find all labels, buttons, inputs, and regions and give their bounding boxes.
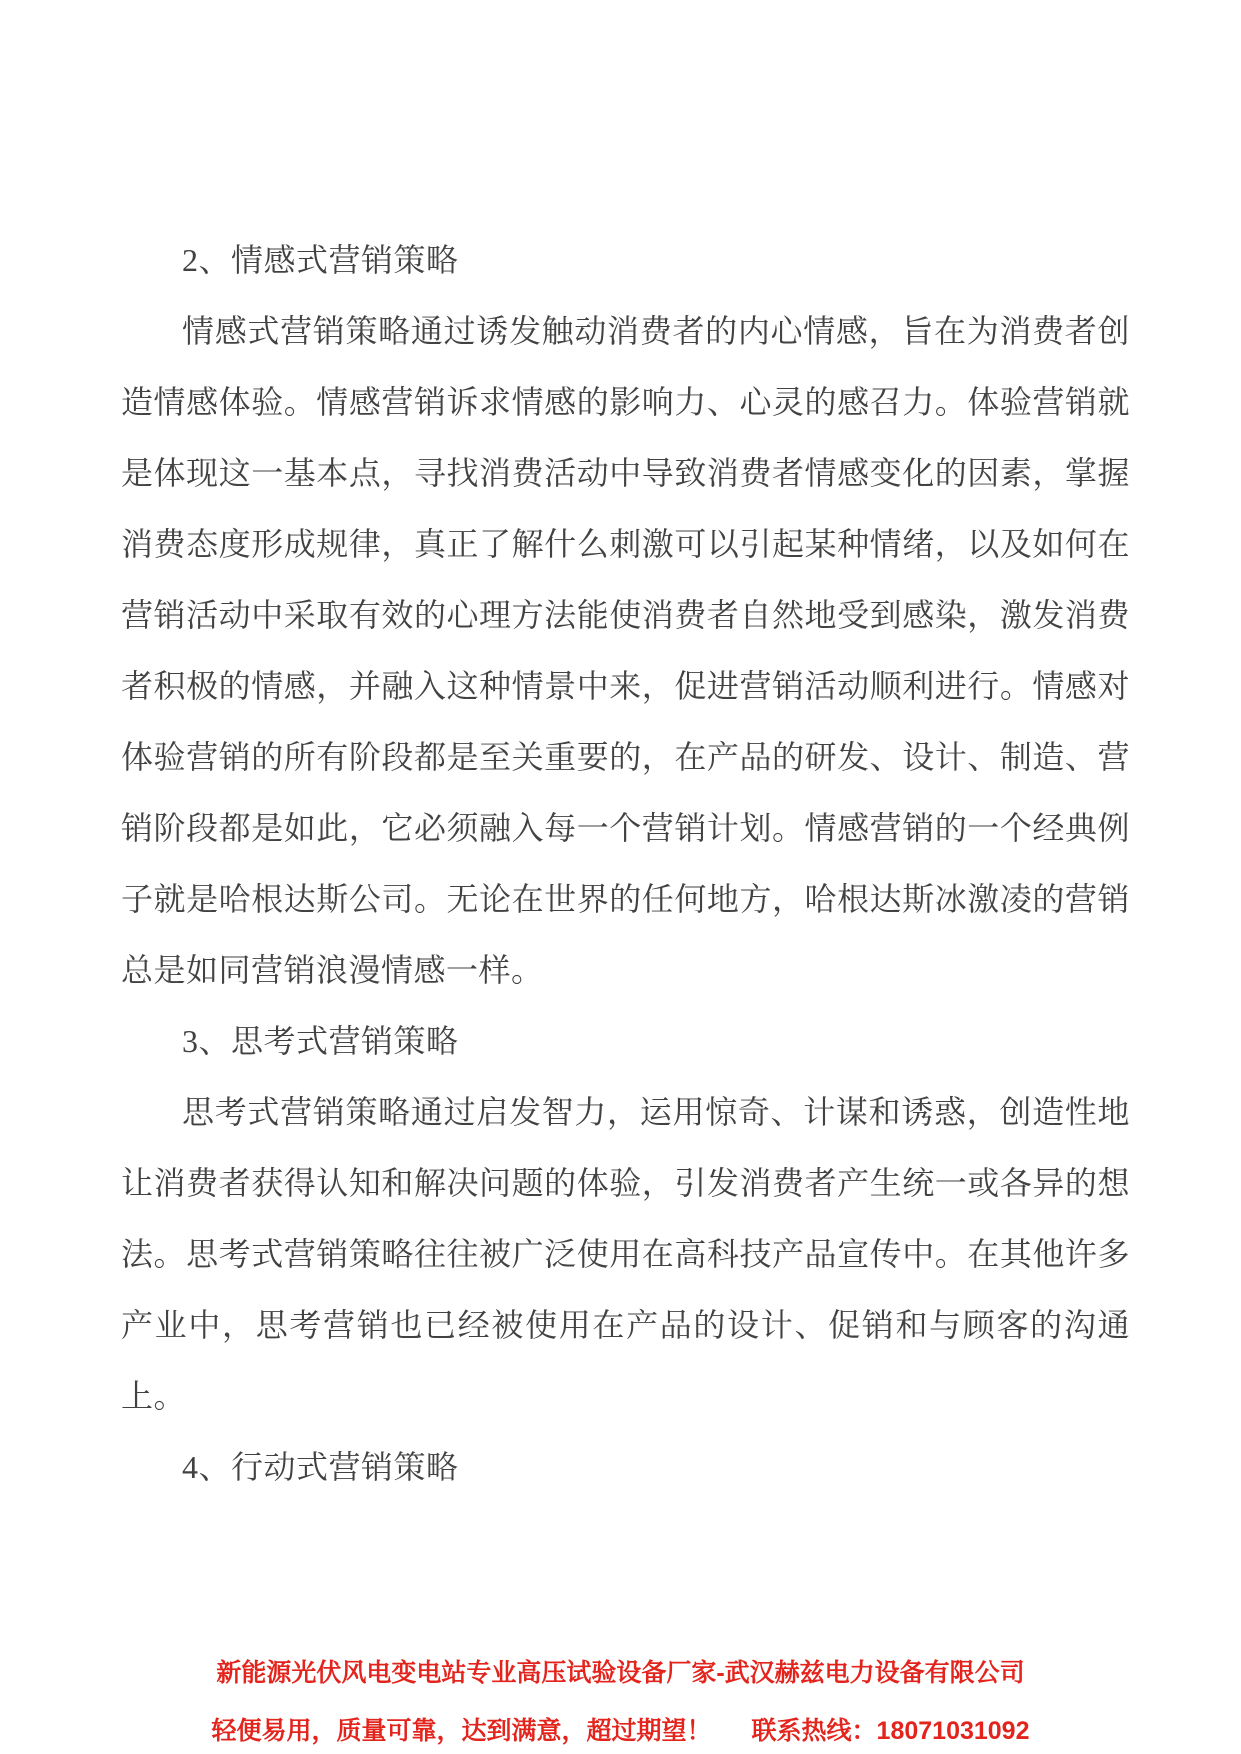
page-footer	[0, 1658, 1241, 1746]
paragraph-emotional-marketing: 情感式营销策略通过诱发触动消费者的内心情感，旨在为消费者创造情感体验。情感营销诉求情感的影响力、心灵的感召力。体验营销就是体现这一基本点，寻找消费活动中导致消费者情感变化的因素，掌握消费态度形成规律，真正了解什么刺激可以引起某种情绪，以及如何在营销活动中采取有效的心理方法能使消费者自然地受到感染，激发消费者积极的情感，并融入这种情景中来，促进营销活动顺利进行。情感对体验营销的所有阶段都是至关重要的，在产品的研发、设计、制造、营销阶段都是如此，它必须融入每一个营销计划。情感营销的一个经典例子就是哈根达斯公司。无论在世界的任何地方，哈根达斯冰激凌的营销总是如同营销浪漫情感一样。	[121, 313, 1130, 988]
document-body	[121, 225, 1130, 1503]
heading-emotional-marketing: 2、情感式营销策略	[182, 242, 459, 278]
paragraph-thinking-marketing: 思考式营销策略通过启发智力，运用惊奇、计谋和诱惑，创造性地让消费者获得认知和解决问题的体验，引发消费者产生统一或各异的想法。思考式营销策略往往被广泛使用在高科技产品宣传中。在其他许多产业中，思考营销也已经被使用在产品的设计、促销和与顾客的沟通上。	[121, 1094, 1130, 1414]
footer-company-name: 新能源光伏风电变电站专业高压试验设备厂家-武汉赫兹电力设备有限公司	[216, 1659, 1025, 1687]
footer-contact-hotline: 联系热线：18071031092	[751, 1717, 1030, 1745]
footer-slogan: 轻便易用，质量可靠，达到满意，超过期望！	[211, 1717, 712, 1745]
heading-action-marketing: 4、行动式营销策略	[182, 1449, 459, 1485]
heading-thinking-marketing: 3、思考式营销策略	[182, 1023, 459, 1059]
footer-slogan-line	[212, 1716, 1030, 1746]
